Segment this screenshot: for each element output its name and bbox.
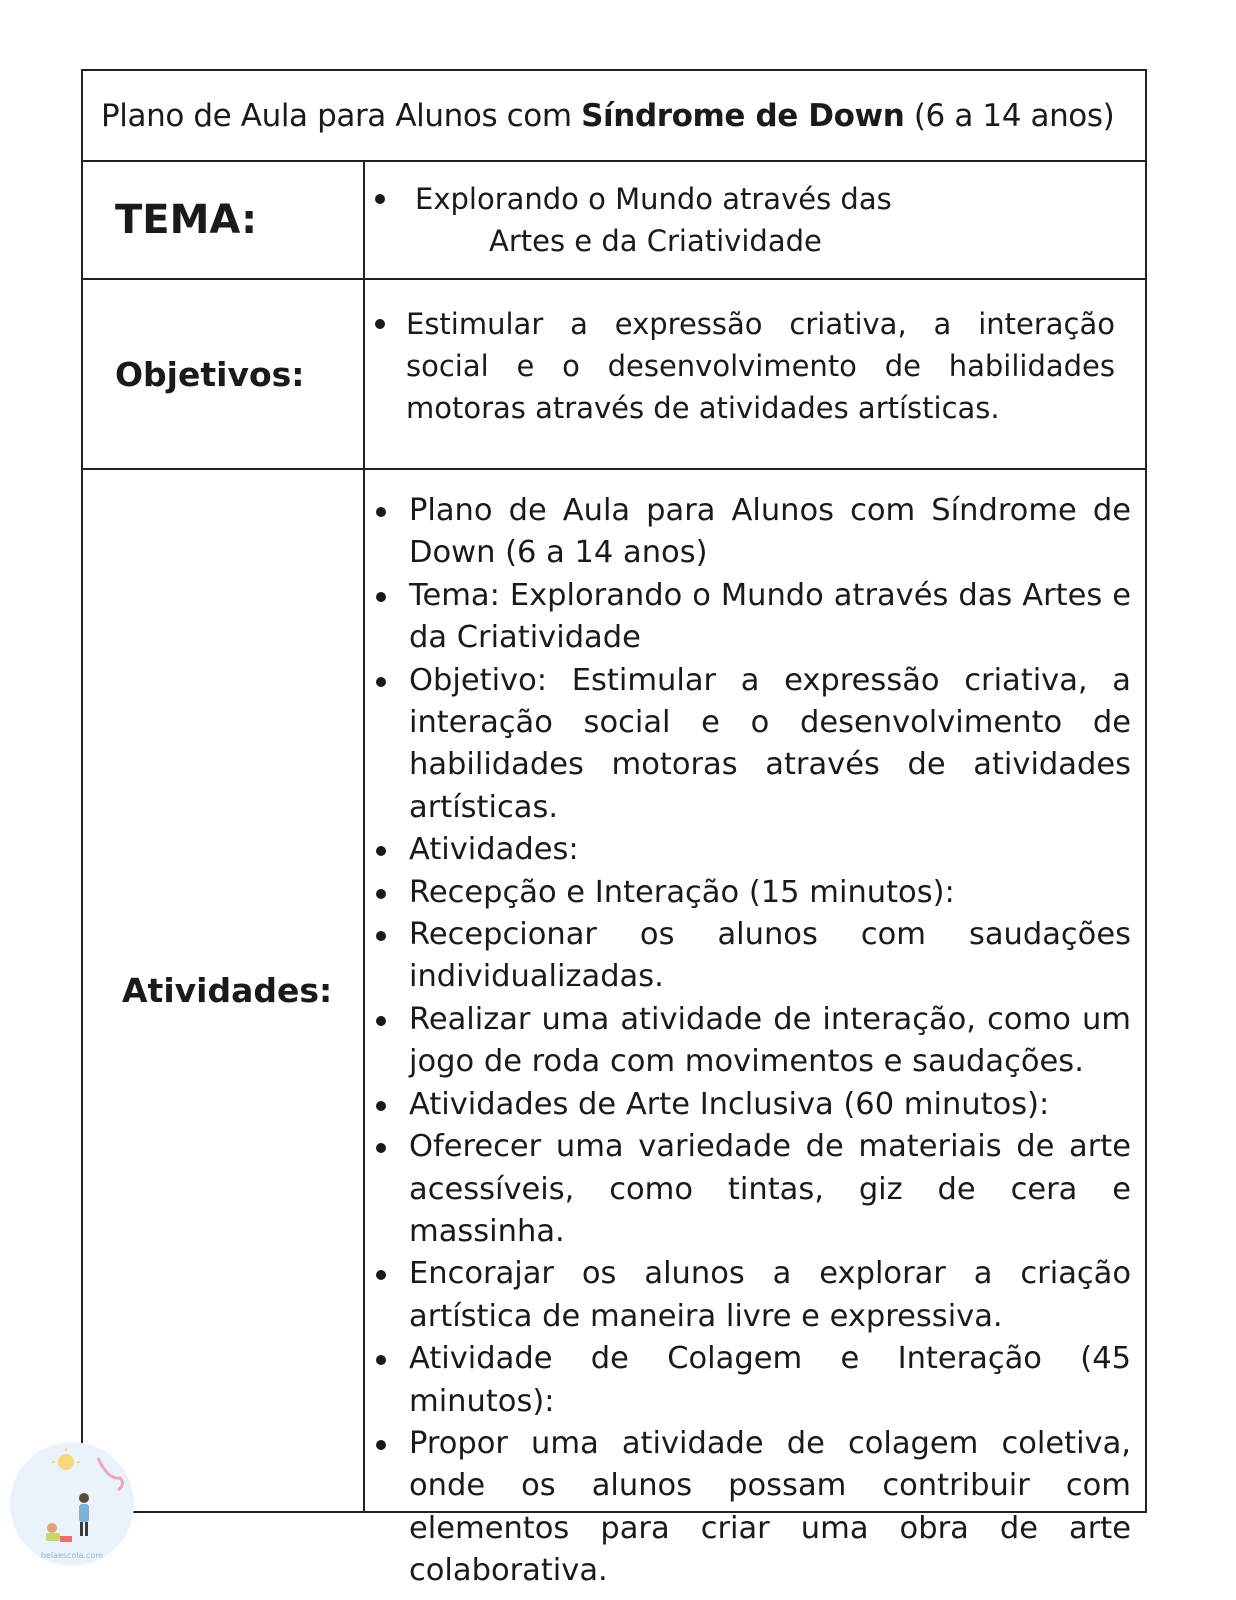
list-item-text: Recepcionar os alunos com saudações individualizadas. (409, 917, 1131, 995)
bullet-icon (376, 1355, 386, 1365)
list-item (365, 829, 1131, 871)
list-item-text: Tema: Explorando o Mundo através das Artes e da Criatividade (409, 577, 1131, 656)
tema-line-1: Explorando o Mundo através das (415, 182, 892, 216)
objetivos-row (83, 280, 1145, 470)
bullet-icon (375, 194, 385, 204)
tema-item (365, 178, 1145, 262)
list-item (365, 660, 1131, 830)
lesson-plan-table (81, 69, 1147, 1589)
tema-content (365, 162, 1145, 278)
bullet-icon (375, 319, 385, 329)
objetivos-label: Objetivos: (83, 280, 365, 468)
list-item-text: Encorajar os alunos a explorar a criação artística de maneira livre e expressiva. (409, 1256, 1131, 1334)
title-suffix: (6 a 14 anos) (904, 97, 1115, 134)
list-item-text: Plano de Aula para Alunos com Síndrome de Down (6 a 14 anos) (409, 493, 1131, 571)
list-item-text: Objetivo: Estimular a expressão criativa, a interação social e o desenvolvimento de habilidades motoras através de atividades artísticas. (409, 662, 1131, 825)
list-item (365, 999, 1131, 1084)
list-item-text: Oferecer uma variedade de materiais de arte acessíveis, como tintas, giz de cera e massinha. (409, 1129, 1131, 1249)
list-item (365, 1423, 1131, 1593)
list-item (365, 490, 1131, 575)
belaescola-logo-icon (8, 1440, 136, 1568)
atividades-row (83, 470, 1145, 1589)
bullet-icon (376, 1143, 386, 1153)
tema-line-2: Artes e da Criatividade (489, 224, 822, 258)
list-item-text: Realizar uma atividade de interação, como um jogo de roda com movimentos e saudações. (409, 1001, 1131, 1080)
bullet-icon (376, 889, 386, 899)
atividades-list (365, 470, 1145, 1593)
list-item-text: Recepção e Interação (15 minutos): (409, 874, 955, 910)
list-item (365, 914, 1131, 999)
list-item-text: Atividades: (409, 832, 579, 868)
list-item (365, 1338, 1131, 1423)
list-item-text: Atividades de Arte Inclusiva (60 minutos): (409, 1086, 1050, 1122)
tema-row (83, 162, 1145, 280)
bullet-icon (376, 507, 386, 517)
objetivos-item (365, 303, 1115, 429)
bullet-icon (376, 1270, 386, 1280)
list-item (365, 575, 1131, 660)
atividades-label: Atividades: (83, 470, 365, 1511)
bullet-icon (376, 1101, 386, 1111)
bullet-icon (376, 1440, 386, 1450)
bullet-icon (376, 592, 386, 602)
list-item (365, 1126, 1131, 1253)
list-item-text: Atividade de Colagem e Interação (45 minutos): (409, 1341, 1131, 1419)
objetivos-content (365, 280, 1145, 468)
objetivos-text: Estimular a expressão criativa, a interação social e o desenvolvimento de habilidades motoras através de atividades artísticas. (406, 307, 1115, 425)
title-prefix: Plano de Aula para Alunos com (101, 97, 582, 134)
bullet-icon (376, 846, 386, 856)
list-item (365, 1084, 1131, 1126)
list-item (365, 872, 1131, 914)
bullet-icon (376, 931, 386, 941)
atividades-content (365, 470, 1145, 1589)
bullet-icon (376, 677, 386, 687)
bullet-icon (376, 1016, 386, 1026)
tema-label: TEMA: (83, 162, 365, 278)
title-bold: Síndrome de Down (581, 97, 905, 134)
list-item-text: Propor uma atividade de colagem coletiva, onde os alunos possam contribuir com elementos para criar uma obra de arte colaborativa. (409, 1425, 1131, 1589)
list-item (365, 1253, 1131, 1338)
lesson-plan-title (83, 71, 1145, 162)
watermark-text: belaescola.com (40, 1551, 104, 1560)
